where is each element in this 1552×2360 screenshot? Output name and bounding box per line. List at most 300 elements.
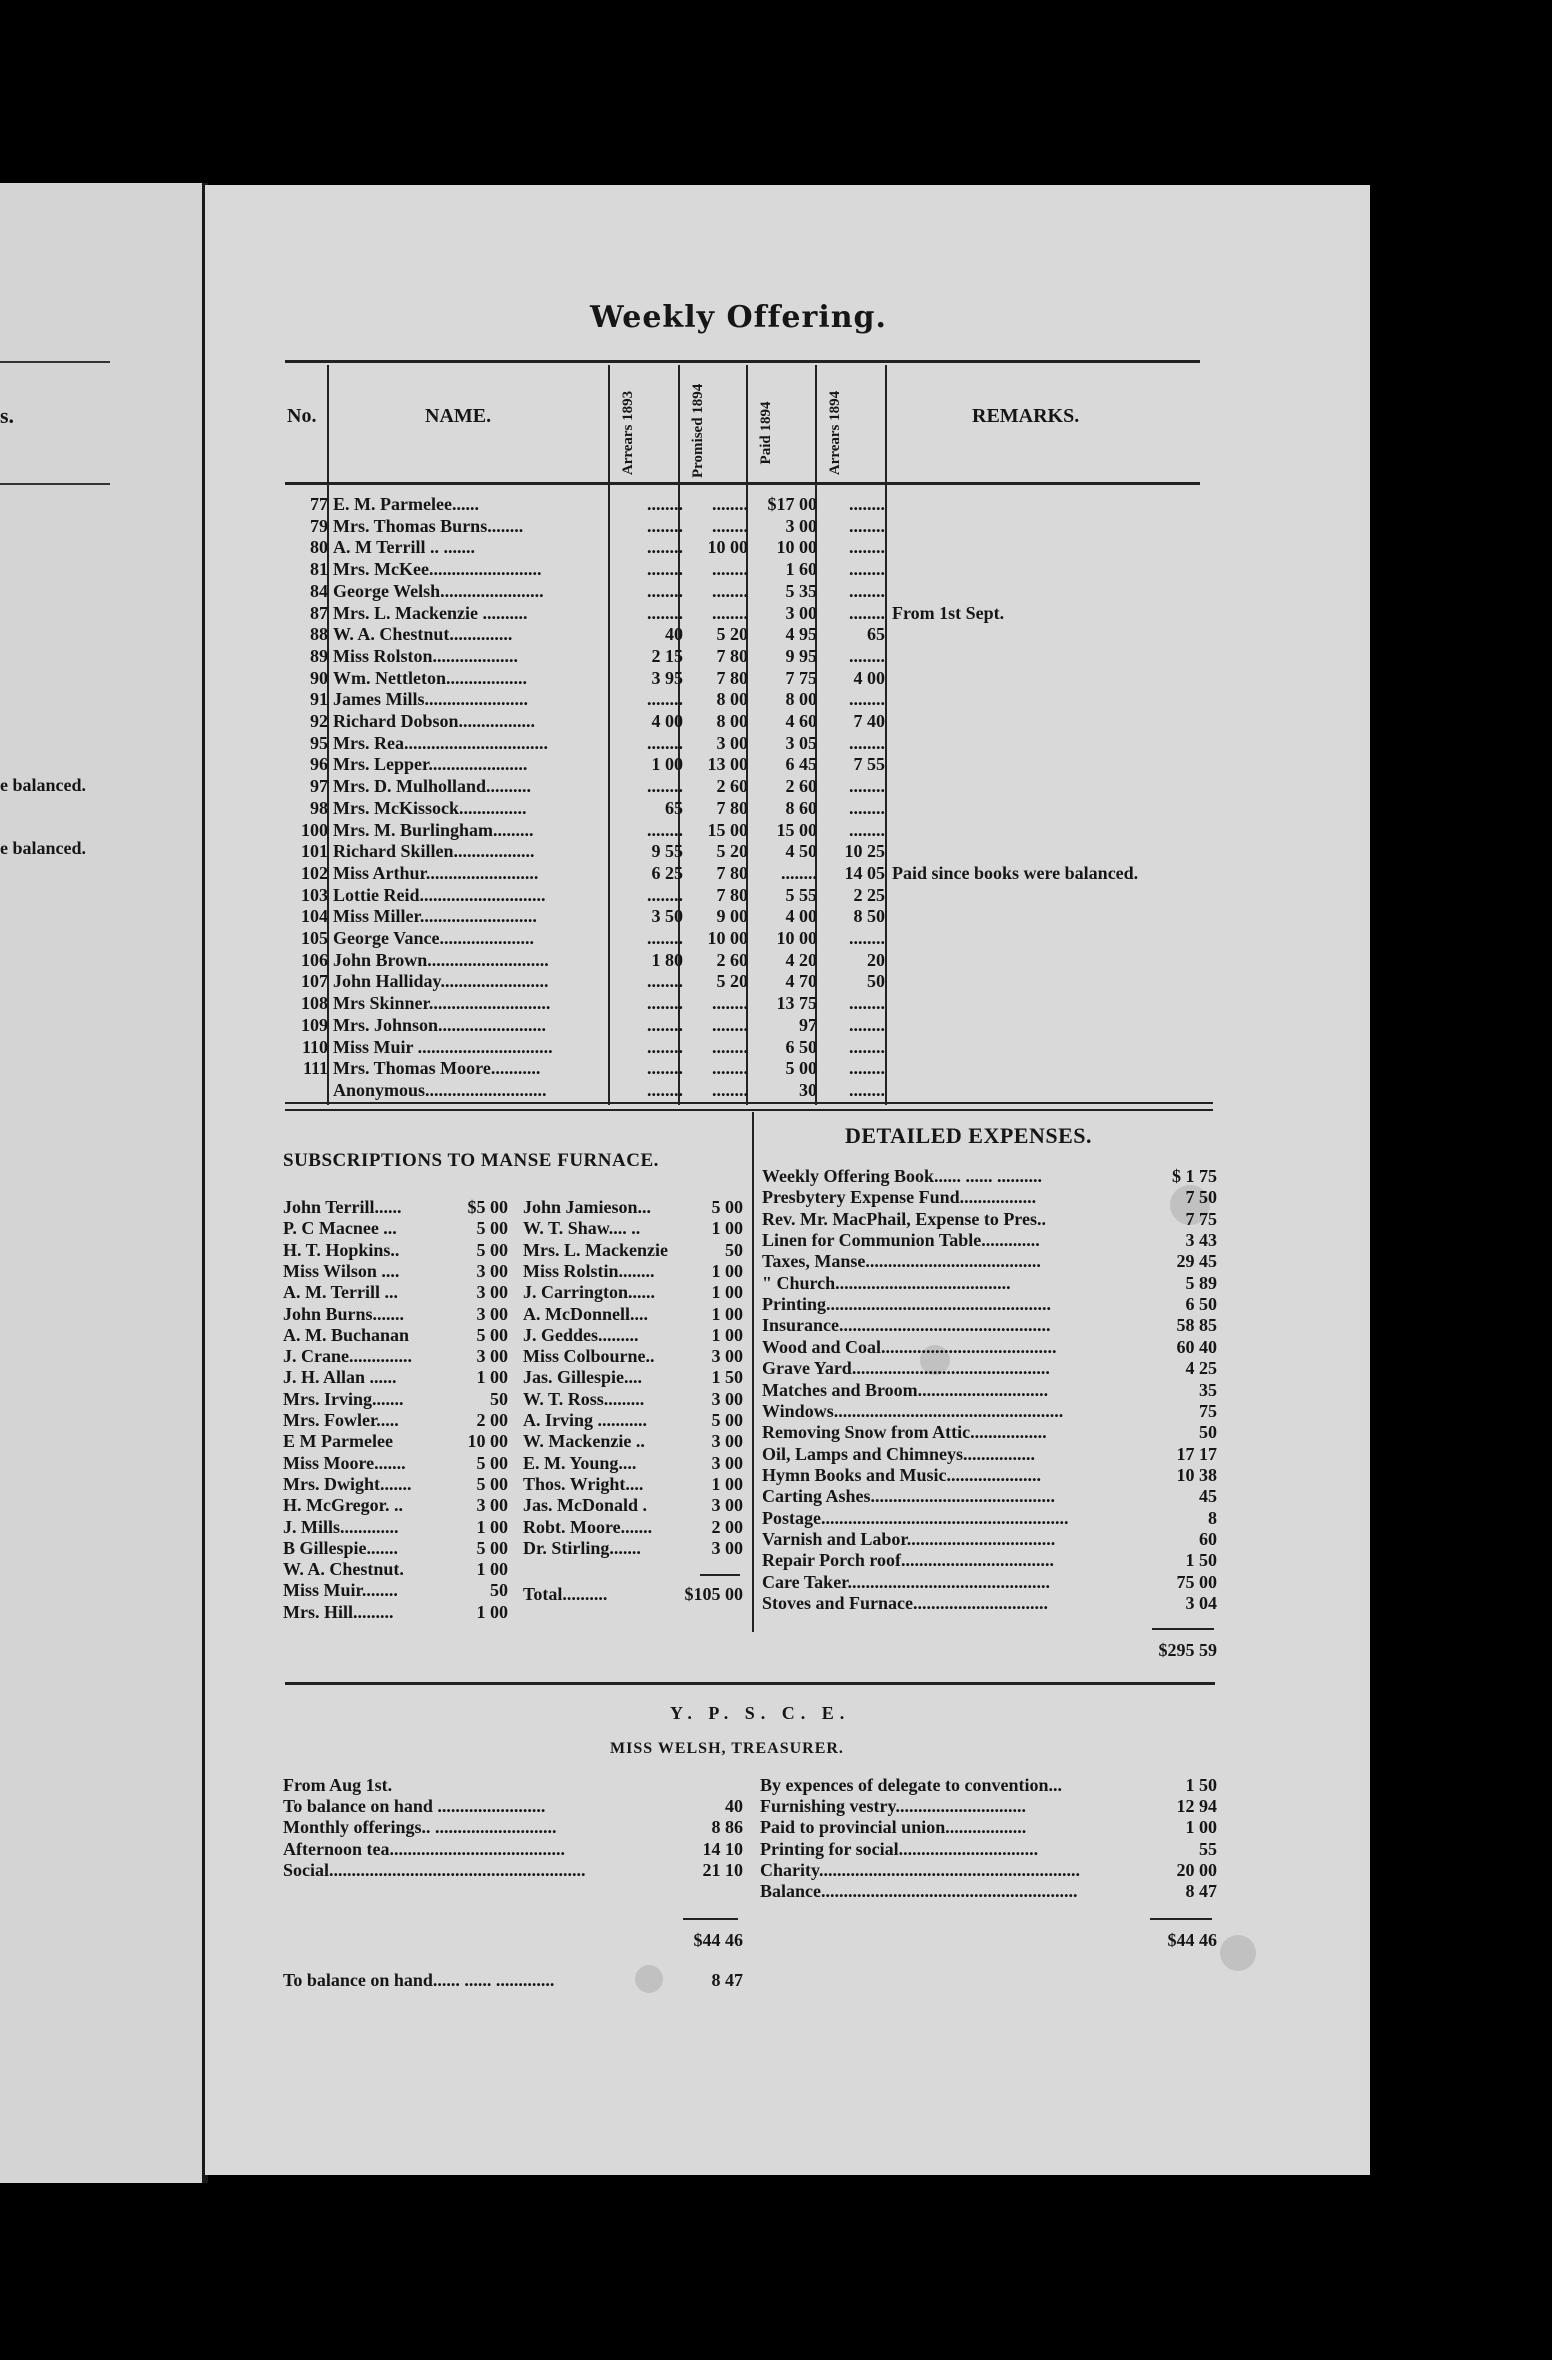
subscriptions-total-value: $105 00 xyxy=(684,1584,743,1604)
row-name: Mrs. Johnson........................ xyxy=(333,1014,547,1035)
row-arrears-1894: 14 05 xyxy=(844,862,885,883)
row-number: 106 xyxy=(301,949,328,970)
expense-row-label: Matches and Broom............................. xyxy=(762,1379,1049,1400)
row-promised-1894: 3 00 xyxy=(716,732,748,753)
row-name: Richard Dobson................. xyxy=(333,711,536,731)
expense-row-label: Stoves and Furnace.............................. xyxy=(762,1593,1049,1613)
expense-row-amount: $ 1 75 xyxy=(1172,1166,1217,1186)
subscription-row xyxy=(283,1495,508,1516)
subscription-row-label: E M Parmelee xyxy=(283,1431,393,1452)
subscription-row-amount: 3 00 xyxy=(711,1431,743,1452)
subscription-row-amount: 50 xyxy=(490,1580,508,1601)
expense-row xyxy=(762,1444,1217,1465)
row-paid-1894: ........ xyxy=(781,862,817,883)
row-number: 103 xyxy=(301,884,328,905)
subscription-row-label: H. T. Hopkins.. xyxy=(283,1239,400,1260)
row-paid-1894: 9 95 xyxy=(785,645,817,666)
table-header-rule xyxy=(285,482,1200,485)
row-arrears-1893: ........ xyxy=(647,776,683,797)
table-row xyxy=(205,863,1205,885)
table-row xyxy=(205,494,1205,516)
row-paid-1894: 30 xyxy=(799,1079,817,1100)
row-paid-1894: 4 00 xyxy=(785,906,817,927)
page-title: Weekly Offering. xyxy=(590,300,887,335)
row-promised-1894: 5 20 xyxy=(716,971,748,992)
ypsce-right-total-row xyxy=(1100,1930,1217,1952)
row-arrears-1894: ........ xyxy=(849,1058,885,1079)
row-promised-1894: ........ xyxy=(712,993,748,1014)
ypsce-receipt-row xyxy=(283,1817,743,1838)
subscription-row xyxy=(283,1304,508,1325)
row-arrears-1893: ........ xyxy=(647,1014,683,1035)
row-arrears-1893: ........ xyxy=(647,494,683,514)
subscriptions-title: SUBSCRIPTIONS TO MANSE FURNACE. xyxy=(283,1150,659,1171)
row-number: 111 xyxy=(302,1058,328,1079)
row-name: Mrs. Lepper...................... xyxy=(333,754,528,775)
table-row xyxy=(205,581,1205,603)
subscription-row-label: B Gillespie....... xyxy=(283,1537,399,1558)
subscription-row-label: Mrs. Hill......... xyxy=(283,1601,394,1622)
row-promised-1894: 5 20 xyxy=(716,624,748,645)
subscription-row-label: Miss Wilson .... xyxy=(283,1260,400,1281)
ypsce-disbursement-row-amount: 12 94 xyxy=(1176,1796,1217,1817)
expense-row-label: Removing Snow from Attic................. xyxy=(762,1422,1047,1443)
table-row xyxy=(205,1015,1205,1037)
subscription-row xyxy=(283,1453,508,1474)
row-number: 107 xyxy=(301,971,328,992)
row-number: 110 xyxy=(301,1036,328,1057)
expense-row-label: Care Taker............................................. xyxy=(762,1571,1051,1592)
row-promised-1894: 13 00 xyxy=(707,754,748,775)
subscription-row-amount: 10 00 xyxy=(467,1431,508,1452)
row-arrears-1893: ........ xyxy=(647,537,683,558)
row-promised-1894: 5 20 xyxy=(716,841,748,862)
expense-row-label: Presbytery Expense Fund................. xyxy=(762,1187,1037,1208)
row-name: John Halliday........................ xyxy=(333,971,549,992)
facing-page-fragment: e balanced. xyxy=(0,775,87,795)
row-promised-1894: 8 00 xyxy=(716,711,748,731)
ypsce-receipt-row xyxy=(283,1796,743,1817)
subscription-row-label: Dr. Stirling....... xyxy=(523,1537,641,1558)
row-name: Wm. Nettleton.................. xyxy=(333,667,527,688)
table-row xyxy=(205,776,1205,798)
expense-row-label: " Church....................................... xyxy=(762,1272,1011,1293)
row-number: 101 xyxy=(301,841,328,862)
table-row xyxy=(205,1037,1205,1059)
row-arrears-1894: ........ xyxy=(849,537,885,558)
row-arrears-1893: ........ xyxy=(647,602,683,623)
facing-page-fragment: e balanced. xyxy=(0,838,87,858)
row-promised-1894: 7 80 xyxy=(716,645,748,666)
row-arrears-1893: 9 55 xyxy=(651,841,683,862)
row-promised-1894: 7 80 xyxy=(716,667,748,688)
subscription-row-amount: $5 00 xyxy=(467,1197,508,1217)
section-rule xyxy=(285,1682,1215,1685)
subscription-row-label: Mrs. L. Mackenzie xyxy=(523,1239,668,1260)
table-top-rule xyxy=(285,360,1200,363)
subscription-row-amount: 3 00 xyxy=(476,1282,508,1303)
row-arrears-1893: ........ xyxy=(647,1079,683,1100)
subscription-row-amount: 5 00 xyxy=(476,1473,508,1494)
table-row xyxy=(205,754,1205,776)
row-paid-1894: 3 05 xyxy=(785,732,817,753)
subscription-row xyxy=(523,1517,743,1538)
facing-page-fragment: s. xyxy=(0,403,15,428)
expense-row-amount: 60 40 xyxy=(1176,1336,1217,1357)
subscription-row-label: E. M. Young.... xyxy=(523,1452,637,1473)
subscription-row-amount: 1 00 xyxy=(711,1218,743,1239)
subscription-row-amount: 2 00 xyxy=(476,1410,508,1430)
subscription-row-label: P. C Macnee ... xyxy=(283,1218,397,1239)
row-promised-1894: ........ xyxy=(712,580,748,601)
subscription-row xyxy=(523,1538,743,1559)
row-paid-1894: 8 00 xyxy=(785,689,817,710)
ypsce-right-total-rule xyxy=(1150,1918,1212,1920)
subscription-row-label: Miss Moore....... xyxy=(283,1452,406,1473)
row-arrears-1894: ........ xyxy=(849,515,885,536)
expense-row-label: Hymn Books and Music..................... xyxy=(762,1464,1042,1485)
expense-row-label: Weekly Offering Book...... ...... .......... xyxy=(762,1166,1042,1186)
offering-table xyxy=(205,494,1205,1104)
header-no: No. xyxy=(287,405,317,427)
expense-row-amount: 7 50 xyxy=(1185,1187,1217,1208)
row-paid-1894: 7 75 xyxy=(785,667,817,688)
subscription-row-label: John Terrill...... xyxy=(283,1197,402,1217)
row-number: 109 xyxy=(301,1014,328,1035)
ypsce-title: Y. P. S. C. E. xyxy=(670,1703,851,1723)
ypsce-disbursement-row-label: Furnishing vestry............................. xyxy=(760,1796,1027,1817)
ypsce-right-total: $44 46 xyxy=(1167,1930,1217,1950)
subscription-row xyxy=(283,1431,508,1452)
ypsce-disbursement-row xyxy=(760,1796,1217,1817)
expense-row-amount: 50 xyxy=(1199,1422,1217,1443)
subscription-row xyxy=(523,1261,743,1282)
header-paid-1894: Paid 1894 xyxy=(758,401,774,465)
ypsce-receipt-row-amount: 14 10 xyxy=(702,1838,743,1859)
row-promised-1894: 15 00 xyxy=(707,819,748,840)
row-arrears-1893: 1 00 xyxy=(651,754,683,775)
expense-row-amount: 3 43 xyxy=(1185,1230,1217,1251)
row-paid-1894: 13 75 xyxy=(776,993,817,1014)
ypsce-left-total: $44 46 xyxy=(693,1930,743,1950)
row-number: 95 xyxy=(310,732,328,753)
facing-page-rule xyxy=(0,483,110,485)
row-paid-1894: 10 00 xyxy=(776,928,817,948)
row-promised-1894: 7 80 xyxy=(716,862,748,883)
row-paid-1894: 4 95 xyxy=(785,624,817,645)
expense-row-amount: 3 04 xyxy=(1185,1593,1217,1613)
subscription-row xyxy=(523,1431,743,1452)
subscription-row xyxy=(523,1453,743,1474)
subscription-row xyxy=(523,1474,743,1495)
table-row xyxy=(205,906,1205,928)
expense-row xyxy=(762,1337,1217,1358)
expenses-total-value: $295 59 xyxy=(1158,1640,1217,1660)
row-arrears-1893: 3 50 xyxy=(651,906,683,927)
subscription-row-label: Robt. Moore....... xyxy=(523,1516,653,1537)
row-name: Mrs. Thomas Burns........ xyxy=(333,515,524,536)
row-arrears-1893: ........ xyxy=(647,819,683,840)
facing-page xyxy=(0,183,205,2183)
row-promised-1894: ........ xyxy=(712,1014,748,1035)
expense-row xyxy=(762,1166,1217,1187)
expense-row-amount: 8 xyxy=(1208,1507,1217,1528)
row-paid-1894: 15 00 xyxy=(776,819,817,840)
row-arrears-1893: ........ xyxy=(647,971,683,992)
table-row xyxy=(205,689,1205,711)
table-row xyxy=(205,928,1205,950)
row-arrears-1893: 2 15 xyxy=(651,645,683,666)
subscription-row-amount: 50 xyxy=(490,1388,508,1409)
subscription-row xyxy=(283,1240,508,1261)
row-arrears-1894: ........ xyxy=(849,732,885,753)
subscription-row xyxy=(523,1346,743,1367)
subscription-row-amount: 3 00 xyxy=(711,1346,743,1367)
ypsce-left-total-row xyxy=(650,1930,743,1952)
expense-row-amount: 75 00 xyxy=(1176,1571,1217,1592)
row-paid-1894: 1 60 xyxy=(785,559,817,580)
row-arrears-1893: ........ xyxy=(647,515,683,536)
expense-row xyxy=(762,1273,1217,1294)
table-row xyxy=(205,993,1205,1015)
row-promised-1894: 2 60 xyxy=(716,776,748,797)
subscription-row xyxy=(283,1367,508,1388)
subscription-row-label: J. Mills............. xyxy=(283,1516,399,1537)
expense-row-amount: 10 38 xyxy=(1176,1464,1217,1485)
subscriptions-column-1 xyxy=(283,1197,508,1637)
subscription-row-label: Mrs. Dwight....... xyxy=(283,1473,412,1494)
expense-row-label: Oil, Lamps and Chimneys................ xyxy=(762,1443,1036,1464)
row-name: Miss Muir .............................. xyxy=(333,1036,553,1057)
ypsce-receipt-row-label: Monthly offerings.. ........................... xyxy=(283,1817,557,1838)
ypsce-disbursement-row-amount: 1 00 xyxy=(1185,1817,1217,1838)
row-name: Miss Rolston................... xyxy=(333,645,519,666)
row-name: Lottie Reid............................ xyxy=(333,884,546,905)
table-row xyxy=(205,841,1205,863)
ypsce-disbursements xyxy=(760,1775,1217,1905)
expense-row xyxy=(762,1422,1217,1443)
subscription-row xyxy=(523,1197,743,1218)
ypsce-receipt-row-amount: 8 86 xyxy=(711,1817,743,1838)
ypsce-receipt-row-amount: 21 10 xyxy=(702,1859,743,1880)
ypsce-disbursement-row xyxy=(760,1775,1217,1796)
subscription-row xyxy=(283,1282,508,1303)
row-arrears-1894: 20 xyxy=(867,949,885,970)
row-arrears-1894: ........ xyxy=(849,797,885,818)
expense-row xyxy=(762,1465,1217,1486)
ypsce-receipt-row-label: Social......................................................... xyxy=(283,1859,586,1880)
expense-row xyxy=(762,1187,1217,1208)
expense-row xyxy=(762,1294,1217,1315)
row-arrears-1893: 1 80 xyxy=(651,949,683,970)
subscription-row-amount: 3 00 xyxy=(711,1452,743,1473)
row-name: Miss Miller.......................... xyxy=(333,906,537,927)
table-row xyxy=(205,711,1205,733)
header-remarks: REMARKS. xyxy=(972,405,1080,427)
expense-row-amount: 5 89 xyxy=(1185,1272,1217,1293)
row-arrears-1894: 4 00 xyxy=(853,667,885,688)
subscriptions-total-label: Total.......... xyxy=(523,1584,608,1604)
subscription-row-label: J. Crane.............. xyxy=(283,1346,412,1367)
row-number: 88 xyxy=(310,624,328,645)
expenses-total-row xyxy=(1100,1640,1217,1662)
row-remark: Paid since books were balanced. xyxy=(892,862,1139,883)
subscription-row-amount: 1 00 xyxy=(711,1473,743,1494)
subscription-row-amount: 1 00 xyxy=(476,1559,508,1580)
row-paid-1894: $17 00 xyxy=(767,494,817,514)
row-number: 100 xyxy=(301,819,328,840)
expense-row-label: Rev. Mr. MacPhail, Expense to Pres.. xyxy=(762,1208,1046,1229)
row-arrears-1893: ........ xyxy=(647,1036,683,1057)
row-arrears-1894: ........ xyxy=(849,602,885,623)
row-arrears-1893: ........ xyxy=(647,884,683,905)
subscription-row xyxy=(283,1559,508,1580)
table-bottom-rule xyxy=(285,1109,1213,1111)
expense-row xyxy=(762,1380,1217,1401)
subscriptions-column-2 xyxy=(523,1197,743,1577)
subscription-row xyxy=(523,1218,743,1239)
expense-row-amount: 6 50 xyxy=(1185,1294,1217,1315)
row-paid-1894: 3 00 xyxy=(785,515,817,536)
row-arrears-1893: 4 00 xyxy=(651,711,683,731)
table-row xyxy=(205,820,1205,842)
row-name: Mrs. D. Mulholland.......... xyxy=(333,776,532,797)
subscription-row xyxy=(523,1325,743,1346)
row-name: Miss Arthur......................... xyxy=(333,862,539,883)
row-name: Richard Skillen.................. xyxy=(333,841,535,862)
ypsce-disbursement-row-label: Paid to provincial union.................. xyxy=(760,1817,1027,1838)
row-arrears-1894: 65 xyxy=(867,624,885,645)
row-promised-1894: ........ xyxy=(712,559,748,580)
subscription-row xyxy=(283,1346,508,1367)
row-paid-1894: 97 xyxy=(799,1014,817,1035)
subscription-row-label: J. H. Allan ...... xyxy=(283,1367,397,1388)
expense-row-amount: 7 75 xyxy=(1185,1208,1217,1229)
row-name: A. M Terrill .. ....... xyxy=(333,537,475,558)
expense-row-amount: 45 xyxy=(1199,1486,1217,1507)
row-arrears-1894: ........ xyxy=(849,689,885,710)
row-arrears-1894: 10 25 xyxy=(844,841,885,862)
row-number: 91 xyxy=(310,689,328,710)
row-promised-1894: ........ xyxy=(712,602,748,623)
ypsce-receipt-row-label: To balance on hand ........................ xyxy=(283,1796,546,1817)
header-arrears-1894: Arrears 1894 xyxy=(827,390,843,476)
ypsce-disbursement-row-amount: 8 47 xyxy=(1185,1881,1217,1901)
subscription-row-label: W. A. Chestnut. xyxy=(283,1559,404,1580)
row-promised-1894: 2 60 xyxy=(716,949,748,970)
table-row xyxy=(205,559,1205,581)
subscription-row-label: Miss Colbourne.. xyxy=(523,1346,655,1367)
subscription-row-label: J. Geddes......... xyxy=(523,1324,639,1345)
row-arrears-1894: 8 50 xyxy=(853,906,885,927)
row-paid-1894: 4 20 xyxy=(785,949,817,970)
table-row xyxy=(205,950,1205,972)
subscription-row-label: A. McDonnell.... xyxy=(523,1303,648,1324)
row-arrears-1894: ........ xyxy=(849,645,885,666)
ypsce-disbursement-row-amount: 55 xyxy=(1199,1838,1217,1859)
row-arrears-1893: ........ xyxy=(647,689,683,710)
expense-row xyxy=(762,1550,1217,1571)
subscription-row xyxy=(283,1410,508,1431)
subscription-row xyxy=(523,1240,743,1261)
row-name: W. A. Chestnut.............. xyxy=(333,624,513,645)
subscription-row xyxy=(283,1517,508,1538)
expense-row-amount: 58 85 xyxy=(1176,1315,1217,1336)
row-arrears-1893: 65 xyxy=(665,797,683,818)
subscription-row-amount: 5 00 xyxy=(476,1452,508,1473)
subscription-row-amount: 5 00 xyxy=(476,1239,508,1260)
ypsce-closing-label: To balance on hand...... ...... ............. xyxy=(283,1970,555,1990)
ypsce-receipt-row xyxy=(283,1775,743,1796)
subscription-row xyxy=(523,1389,743,1410)
subscription-row-label: John Burns....... xyxy=(283,1303,405,1324)
subscription-row-label: J. Carrington...... xyxy=(523,1282,655,1303)
subscription-row-amount: 2 00 xyxy=(711,1516,743,1537)
row-number: 108 xyxy=(301,993,328,1014)
subscription-row-amount: 1 00 xyxy=(711,1260,743,1281)
subscription-row-amount: 5 00 xyxy=(711,1197,743,1217)
row-number: 87 xyxy=(310,602,328,623)
row-paid-1894: 10 00 xyxy=(776,537,817,558)
expense-row xyxy=(762,1593,1217,1614)
subscriptions-total-row xyxy=(523,1584,743,1606)
expense-row-amount: 17 17 xyxy=(1176,1443,1217,1464)
section-divider xyxy=(752,1112,754,1632)
row-number: 89 xyxy=(310,645,328,666)
subscription-row xyxy=(283,1580,508,1601)
subscription-row-label: A. Irving ........... xyxy=(523,1410,648,1430)
row-paid-1894: 5 35 xyxy=(785,580,817,601)
subscription-row-label: Mrs. Fowler..... xyxy=(283,1410,399,1430)
expense-row-label: Linen for Communion Table............. xyxy=(762,1230,1040,1251)
subscription-row-amount: 5 00 xyxy=(476,1537,508,1558)
subscription-row-amount: 5 00 xyxy=(476,1324,508,1345)
subscription-row-amount: 1 00 xyxy=(711,1303,743,1324)
subscription-row-amount: 1 00 xyxy=(476,1516,508,1537)
expense-row-label: Printing.................................................. xyxy=(762,1294,1052,1315)
subscription-row xyxy=(283,1218,508,1239)
row-remark: From 1st Sept. xyxy=(892,602,1005,623)
expense-row-label: Repair Porch roof.................................. xyxy=(762,1550,1054,1571)
ypsce-disbursement-row xyxy=(760,1881,1217,1902)
subscription-row-label: W. T. Ross......... xyxy=(523,1388,645,1409)
row-name: Mrs. McKee......................... xyxy=(333,559,542,580)
row-paid-1894: 5 55 xyxy=(785,884,817,905)
row-name: Mrs. McKissock............... xyxy=(333,797,527,818)
subscription-row-amount: 1 50 xyxy=(711,1367,743,1388)
row-paid-1894: 3 00 xyxy=(785,602,817,623)
ypsce-subtitle: MISS WELSH, TREASURER. xyxy=(610,1740,844,1757)
subscription-row xyxy=(283,1474,508,1495)
subscription-row-label: Mrs. Irving....... xyxy=(283,1388,404,1409)
table-row xyxy=(205,516,1205,538)
row-arrears-1893: ........ xyxy=(647,993,683,1014)
row-name: Anonymous........................... xyxy=(333,1079,547,1100)
expense-row xyxy=(762,1315,1217,1336)
subscription-row xyxy=(523,1410,743,1431)
expense-row-label: Insurance............................................... xyxy=(762,1315,1051,1336)
row-number: 79 xyxy=(310,515,328,536)
expense-row xyxy=(762,1251,1217,1272)
expense-row xyxy=(762,1572,1217,1593)
subscription-row xyxy=(283,1261,508,1282)
ypsce-disbursement-row-label: Charity.......................................................... xyxy=(760,1859,1081,1880)
row-name: Mrs. Rea................................ xyxy=(333,732,548,753)
subscription-row-amount: 50 xyxy=(725,1239,743,1260)
ypsce-closing-row xyxy=(283,1970,743,1992)
ypsce-disbursement-row-label: By expences of delegate to convention... xyxy=(760,1775,1062,1795)
row-promised-1894: 9 00 xyxy=(716,906,748,927)
